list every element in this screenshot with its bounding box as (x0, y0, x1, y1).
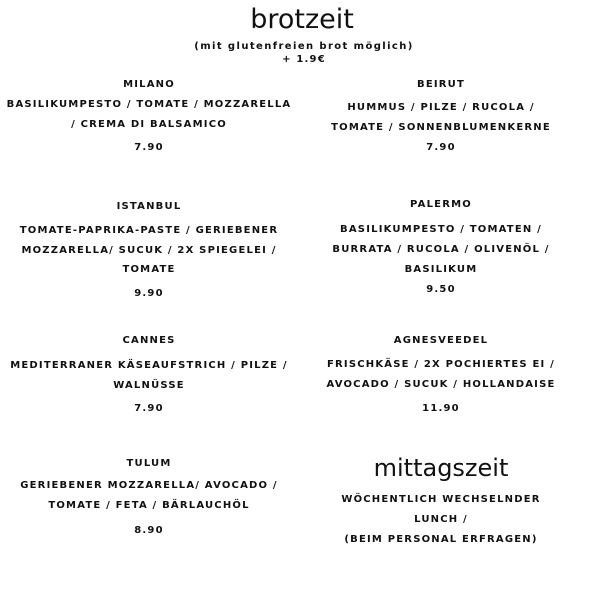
item-price: 7.90 (426, 142, 456, 153)
item-ingredients: BASILIKUM (404, 264, 478, 275)
item-ingredients: TOMATE-PAPRIKA-PASTE / GERIEBENER (19, 225, 279, 236)
item-ingredients: TOMATE / FETA / BÄRLAUCHÖL (48, 500, 250, 511)
item-name: MILANO (123, 79, 175, 90)
item-ingredients: MEDITERRANER KÄSEAUFSTRICH / PILZE / (10, 360, 288, 371)
lunch-description: LUNCH / (414, 514, 468, 525)
item-name: ISTANBUL (116, 201, 182, 212)
item-ingredients: / CREMA DI BALSAMICO (71, 119, 227, 130)
section-title-brotzeit: brotzeit (250, 4, 354, 35)
item-ingredients: BASILIKUMPESTO / TOMATEN / (340, 224, 542, 235)
item-ingredients: TOMATE (122, 264, 176, 275)
item-ingredients: AVOCADO / SUCUK / HOLLANDAISE (326, 379, 556, 390)
item-name: PALERMO (410, 199, 472, 210)
item-name: BEIRUT (416, 79, 466, 90)
item-ingredients: GERIEBENER MOZZARELLA/ AVOCADO / (20, 480, 278, 491)
item-ingredients: TOMATE / SONNENBLUMENKERNE (331, 122, 551, 133)
item-price: 9.50 (426, 284, 456, 295)
item-price: 8.90 (134, 525, 164, 536)
item-ingredients: BASILIKUMPESTO / TOMATE / MOZZARELLA (6, 99, 292, 110)
item-ingredients: MOZZARELLA/ SUCUK / 2X SPIEGELEI / (21, 245, 277, 256)
item-ingredients: WALNÜSSE (113, 380, 185, 391)
gluten-free-surcharge: + 1.9€ (282, 54, 326, 65)
item-price: 7.90 (134, 142, 164, 153)
item-ingredients: FRISCHKÄSE / 2X POCHIERTES EI / (326, 359, 556, 370)
item-price: 9.90 (134, 288, 164, 299)
item-ingredients: BURRATA / RUCOLA / OLIVENÖL / (332, 244, 550, 255)
item-name: TULUM (126, 458, 172, 469)
gluten-free-note: (mit glutenfreien brot möglich) (194, 41, 414, 52)
item-ingredients: HUMMUS / PILZE / RUCOLA / (347, 102, 535, 113)
section-title-mittagszeit: mittagszeit (373, 454, 509, 482)
lunch-description: WÖCHENTLICH WECHSELNDER (341, 494, 541, 505)
item-name: AGNESVEEDEL (393, 335, 489, 346)
item-name: CANNES (122, 335, 176, 346)
lunch-description: (BEIM PERSONAL ERFRAGEN) (344, 534, 538, 545)
item-price: 7.90 (134, 403, 164, 414)
item-price: 11.90 (422, 403, 460, 414)
